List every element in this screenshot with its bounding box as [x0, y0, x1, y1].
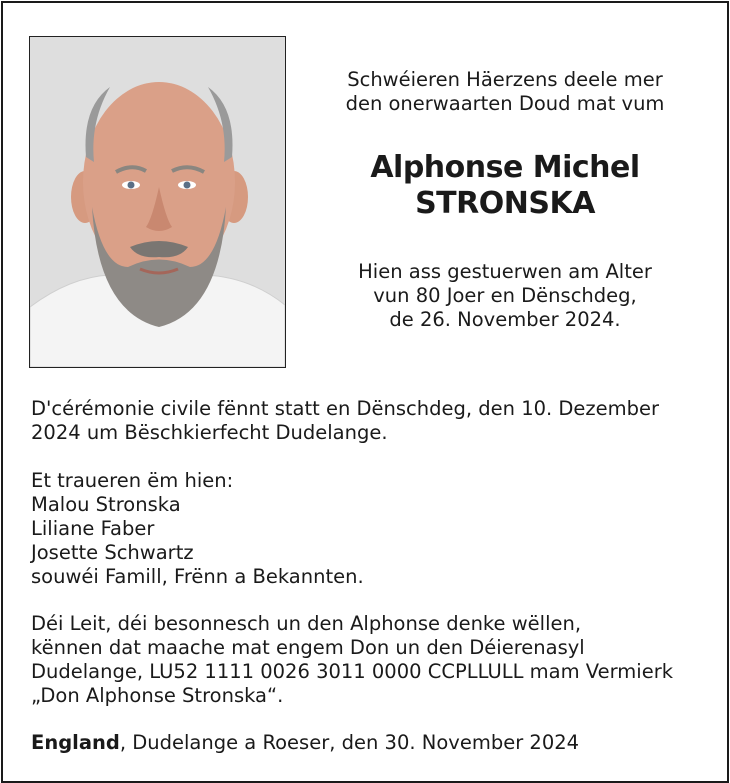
deceased-given-names: Alphonse Michel: [370, 150, 640, 185]
donation-line: „Don Alphonse Stronska“.: [31, 684, 284, 707]
death-line: vun 80 Joer en Dënschdeg,: [373, 284, 637, 307]
ceremony-line: D'cérémonie civile fënnt statt en Dënschdeg, den 10. Dezember: [31, 397, 660, 420]
closing-place-bold: England: [31, 731, 120, 754]
deceased-name: [300, 150, 710, 222]
intro-line: Schwéieren Häerzens deele mer: [347, 68, 663, 91]
deceased-surname: STRONSKA: [415, 186, 595, 221]
ceremony-line: 2024 um Bëschkierfecht Dudelange.: [31, 421, 388, 444]
donation-line: Déi Leit, déi besonnesch un den Alphonse denke wëllen,: [31, 612, 582, 635]
mourner-name: Malou Stronska: [31, 493, 181, 516]
mourner-name: Josette Schwartz: [31, 541, 194, 564]
death-line: Hien ass gestuerwen am Alter: [358, 260, 652, 283]
mourner-name: souwéi Famill, Frënn a Bekannten.: [31, 565, 364, 588]
donation-line: kënnen dat maache mat engem Don un den Déierenasyl: [31, 636, 585, 659]
portrait-photo: [29, 36, 286, 368]
donation-line: Dudelange, LU52 1111 0026 3011 0000 CCPLLULL mam Vermierk: [31, 660, 674, 683]
closing-rest: , Dudelange a Roeser, den 30. November 2024: [119, 731, 580, 754]
death-line: de 26. November 2024.: [389, 308, 621, 331]
mourners-paragraph: [31, 469, 721, 589]
closing-text: [31, 731, 721, 755]
ceremony-paragraph: [31, 397, 721, 445]
donation-paragraph: [31, 612, 721, 708]
intro-text: [300, 68, 710, 116]
death-details: [300, 260, 710, 332]
intro-line: den onerwaarten Doud mat vum: [345, 92, 665, 115]
closing-line: [31, 731, 721, 755]
mourner-name: Liliane Faber: [31, 517, 155, 540]
mourners-heading: Et traueren ëm hien:: [31, 469, 234, 492]
